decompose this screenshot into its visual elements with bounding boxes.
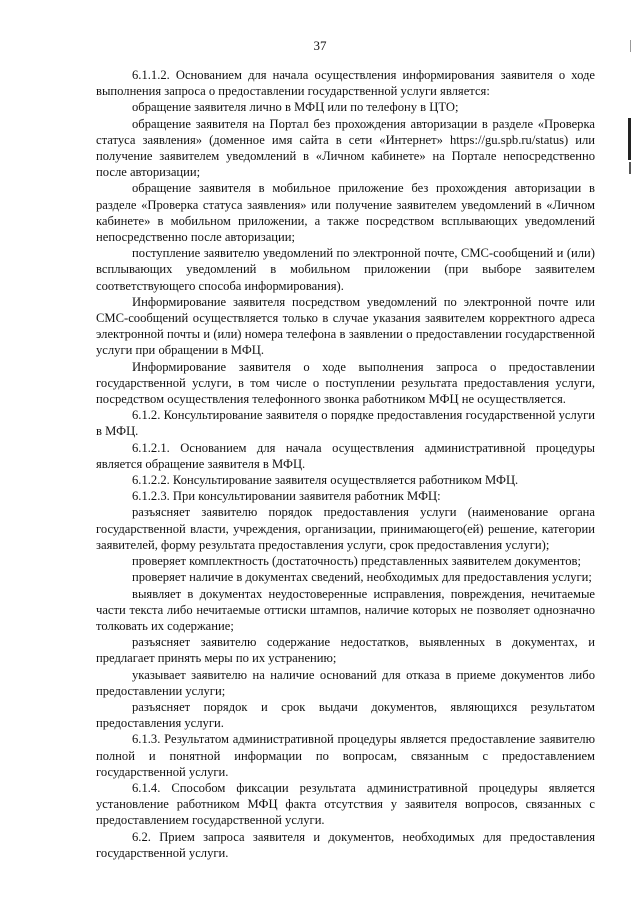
paragraph: 6.1.2.3. При консультировании заявителя работник МФЦ:: [132, 489, 441, 504]
paragraph: указывает заявителю на наличие оснований для отказа в приеме документов либо предоставлении услуги;: [96, 667, 595, 698]
paragraph: проверяет комплектность (достаточность) представленных заявителем документов;: [132, 554, 581, 569]
paragraph: Информирование заявителя о ходе выполнения запроса о предоставлении государственной услуги, в том числе о поступлении результата предоставления услуги, посредством осуществления телефонного звонка работником МФЦ не осуществляется.: [96, 359, 595, 407]
scan-edge-mark: [630, 40, 631, 52]
scan-edge-mark: [629, 162, 631, 174]
paragraph: проверяет наличие в документах сведений, необходимых для предоставления услуги;: [132, 570, 592, 585]
page-number: 37: [313, 38, 327, 53]
paragraph: 6.2. Прием запроса заявителя и документов, необходимых для предоставления государственной услуги.: [96, 829, 595, 860]
paragraph: разъясняет заявителю содержание недостатков, выявленных в документах, и предлагает принять меры по их устранению;: [96, 635, 595, 666]
paragraph: обращение заявителя на Портал без прохождения авторизации в разделе «Проверка статуса заявления» (доменное имя сайта в сети «Интернет» https://gu.spb.ru/status) или получение заявителем уведомлений в «Личном кабинете» на Портале непосредственно после авторизации;: [96, 116, 595, 180]
paragraph: поступление заявителю уведомлений по электронной почте, СМС-сообщений и (или) всплывающих уведомлений в мобильном приложении (при выборе заявителем соответствующего способа информирования).: [96, 246, 595, 293]
paragraph: разъясняет заявителю порядок предоставления услуги (наименование органа государственной власти, учреждения, организации, принимающего(ей) решение, категории заявителей, форму результата предоставления услуги, срок предоставления услуги);: [96, 505, 595, 552]
paragraph: 6.1.2. Консультирование заявителя о порядке предоставления государственной услуги в МФЦ.: [96, 408, 595, 439]
paragraph: обращение заявителя в мобильное приложение без прохождения авторизации в разделе «Проверка статуса заявления» или получение заявителем уведомлений в «Личном кабинете» в мобильном приложении, а также посредством всплывающих уведомлений непосредственно после авторизации;: [96, 181, 595, 245]
paragraph: 6.1.2.1. Основанием для начала осуществления административной процедуры является обращение заявителя в МФЦ.: [96, 440, 595, 471]
paragraph: Информирование заявителя посредством уведомлений по электронной почте или СМС-сообщений осуществляется только в случае указания заявителем корректного адреса электронной почты и (или) номера телефона в заявлении о предоставлении государственной услуги при обращении в МФЦ.: [96, 294, 595, 358]
paragraph: 6.1.3. Результатом административной процедуры является предоставление заявителю полной и понятной информации по вопросам, связанным с предоставлением государственной услуги.: [96, 732, 595, 779]
paragraph: обращение заявителя лично в МФЦ или по телефону в ЦТО;: [132, 100, 459, 115]
paragraph: 6.1.2.2. Консультирование заявителя осуществляется работником МФЦ.: [132, 473, 519, 488]
paragraph: 6.1.4. Способом фиксации результата административной процедуры является установление работником МФЦ факта отсутствия у заявителя вопросов, связанных с предоставлением государственной услуги.: [96, 780, 595, 828]
scan-edge-mark: [628, 118, 631, 160]
paragraph: выявляет в документах неудостоверенные исправления, повреждения, нечитаемые части текста либо нечитаемые оттиски штампов, наличие которых не позволяет однозначно толковать их содержание;: [96, 586, 595, 633]
paragraph: 6.1.1.2. Основанием для начала осуществления информирования заявителя о ходе выполнения запроса о предоставлении государственной услуги является:: [96, 68, 595, 99]
document-body: [96, 67, 595, 861]
paragraph: разъясняет порядок и срок выдачи документов, являющихся результатом предоставления услуги.: [96, 699, 595, 731]
